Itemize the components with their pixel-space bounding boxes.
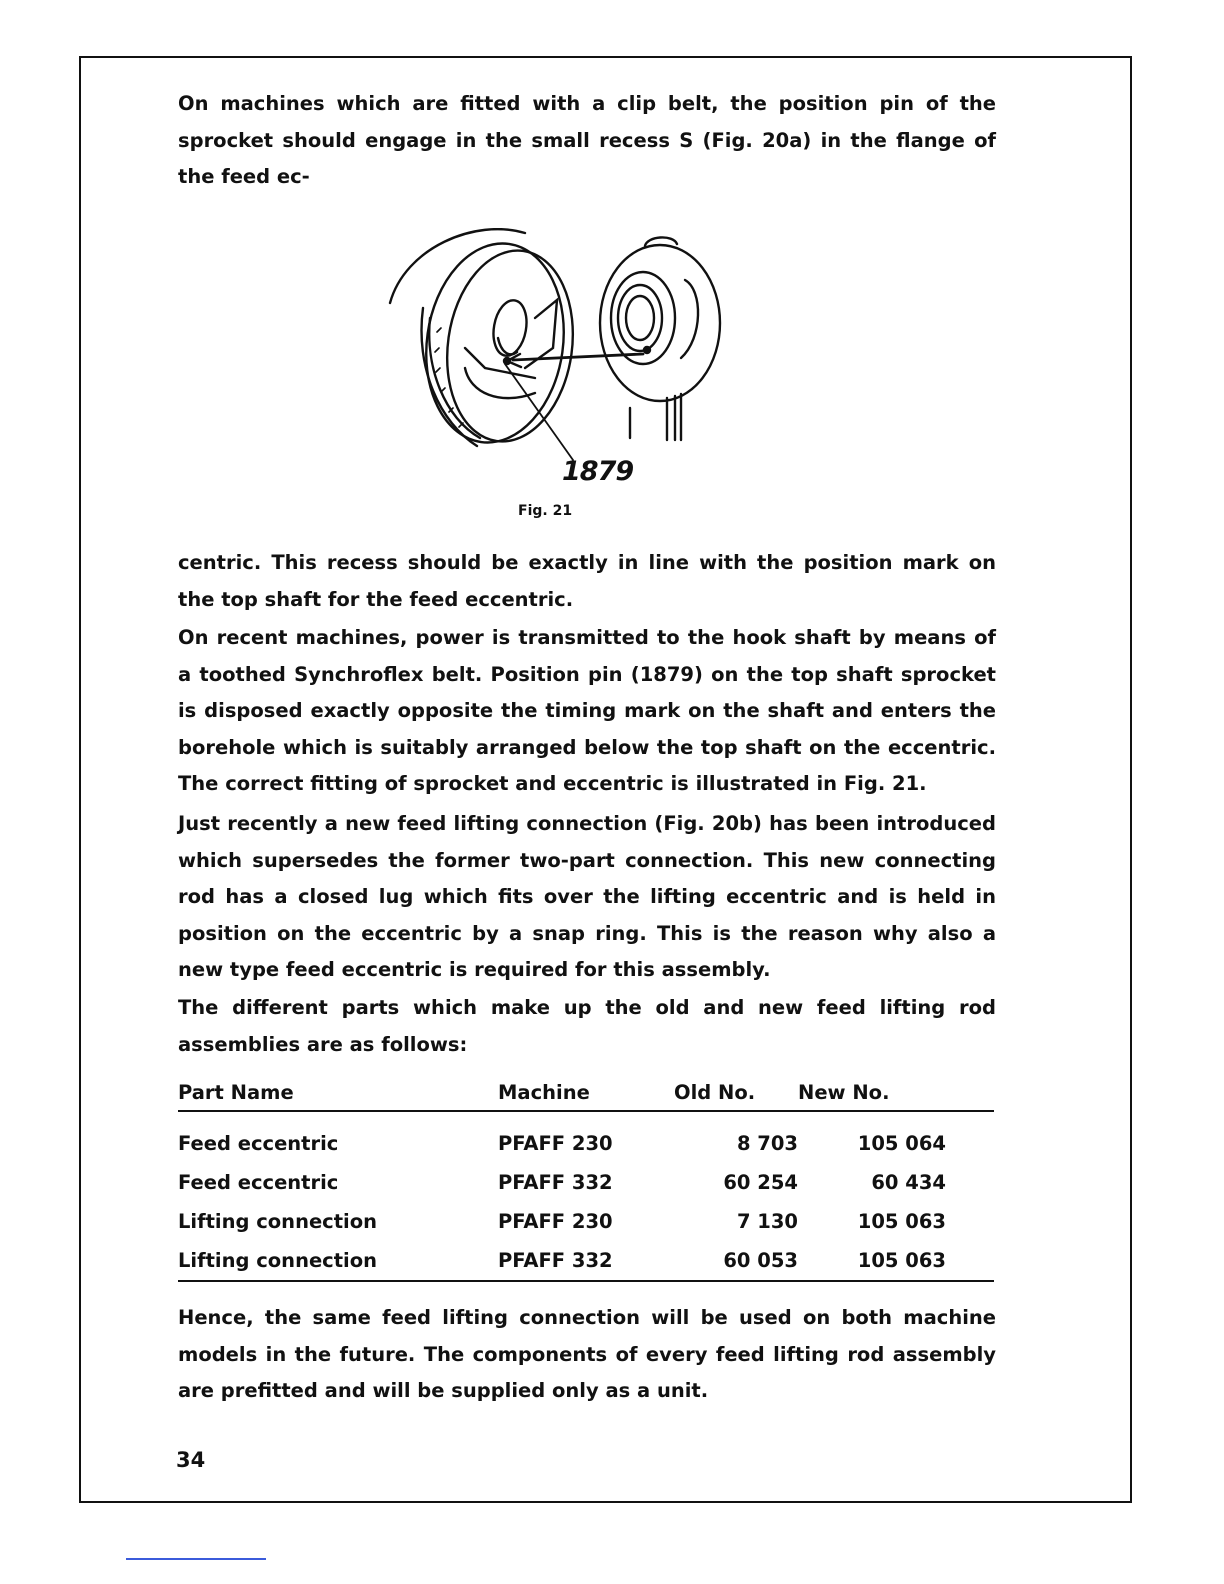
cell-new-no: 105 063 — [857, 1210, 946, 1233]
cell-machine: PFAFF 230 — [498, 1132, 613, 1155]
cell-old-no: 7 130 — [736, 1210, 798, 1233]
cell-machine: PFAFF 332 — [498, 1171, 613, 1194]
cell-new-no: 60 434 — [871, 1171, 946, 1194]
table-row — [178, 1163, 994, 1202]
paragraph-4: Just recently a new feed lifting connection (Fig. 20b) has been introduced which supersedes the former two-part connection. This new connecting rod has a closed lug which fits over the lifting eccentric and is held in position on the eccentric by a snap ring. This is the reason why also a new type feed eccentric is required for this assembly. — [178, 812, 996, 981]
paragraph-3: On recent machines, power is transmitted to the hook shaft by means of a toothed Synchroflex belt. Position pin (1879) on the top shaft sprocket is disposed exactly opposite the timing mark on the shaft and enters the borehole which is suitably arranged below the top shaft on the eccentric. The correct fitting of sprocket and eccentric is illustrated in Fig. 21. — [178, 626, 996, 795]
paragraph-2: centric. This recess should be exactly in line with the position mark on the top shaft for the feed eccentric. — [178, 551, 996, 611]
header-old-no: Old No. — [674, 1074, 798, 1111]
cell-part-name: Feed eccentric — [178, 1171, 339, 1194]
cell-part-name: Lifting connection — [178, 1241, 498, 1281]
cell-old-no: 60 053 — [674, 1241, 798, 1281]
header-machine: Machine — [498, 1074, 674, 1111]
paragraph-5: The different parts which make up the old and new feed lifting rod assemblies are as follows: — [178, 996, 996, 1056]
cell-part-name: Feed eccentric — [178, 1132, 339, 1155]
scan-underline-mark — [126, 1558, 266, 1560]
page-number: 34 — [176, 1448, 206, 1472]
table-row — [178, 1202, 994, 1241]
cell-old-no: 60 254 — [723, 1171, 798, 1194]
cell-machine: PFAFF 230 — [498, 1210, 613, 1233]
table-row — [178, 1111, 994, 1163]
figure-part-label: 1879 — [562, 456, 634, 487]
cell-new-no: 105 064 — [857, 1132, 946, 1155]
paragraph-6: Hence, the same feed lifting connection will be used on both machine models in the future. The components of every feed lifting rod assembly are prefitted and will be supplied only as a unit. — [178, 1306, 996, 1402]
header-new-no: New No. — [798, 1074, 994, 1111]
parts-table — [178, 1074, 994, 1282]
cell-new-no: 105 063 — [798, 1241, 994, 1281]
cell-machine: PFAFF 332 — [498, 1241, 674, 1281]
cell-old-no: 8 703 — [736, 1132, 798, 1155]
cell-part-name: Lifting connection — [178, 1210, 378, 1233]
figure-caption: Fig. 21 — [518, 503, 573, 519]
header-part-name: Part Name — [178, 1074, 498, 1111]
table-row — [178, 1241, 994, 1281]
paragraph-1: On machines which are fitted with a clip belt, the position pin of the sprocket should engage in the small recess S (Fig. 20a) in the flange of the feed ec- — [178, 92, 996, 188]
table-header-row — [178, 1074, 994, 1111]
